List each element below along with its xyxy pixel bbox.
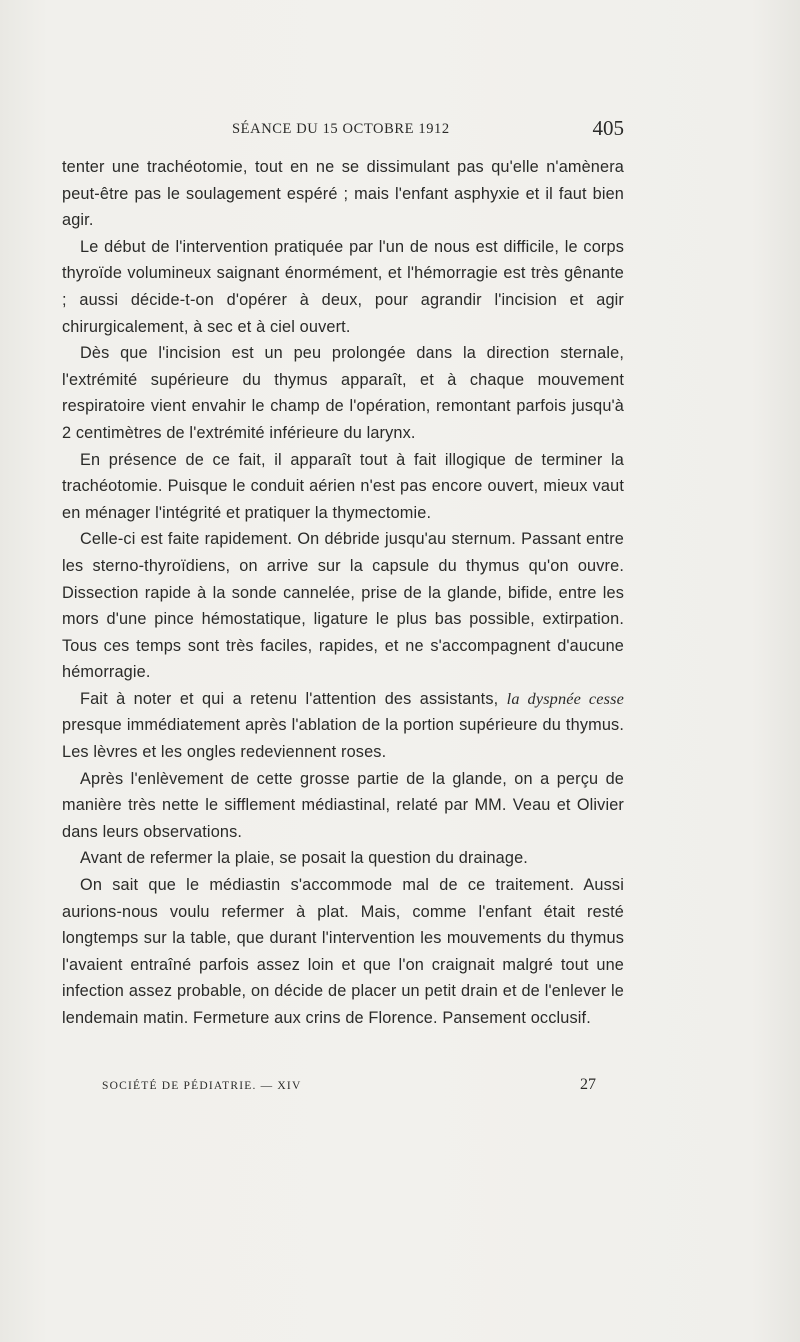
sheet-number: 27 [580,1076,596,1093]
italic-phrase: la dyspnée cesse [506,688,625,708]
paragraph: tenter une trachéotomie, tout en ne se dissimulant pas qu'elle n'amènera peut-être pas le soulagement espéré ; mais l'enfant asphyxie et il faut bien agir. [62,158,624,230]
paragraph: Avant de refermer la plaie, se posait la question du drainage. [80,849,528,868]
paragraph: Celle-ci est faite rapidement. On débride jusqu'au sternum. Passant entre les sterno-thyroïdiens, on arrive sur la capsule du thymus qu'on ouvre. Dissection rapide à la sonde cannelée, prise de la glande, bifide, entre les mors d'une pince hémostatique, ligature le plus bas possible, extirpation. Tous ces temps sont très faciles, rapides, et ne s'accompagnent d'aucune hémorragie. [62,530,624,682]
paragraph: Après l'enlèvement de cette grosse partie de la glande, on a perçu de manière très nette le sifflement médiastinal, relaté par MM. Veau et Olivier dans leurs observations. [62,769,624,841]
page-footer [62,1076,624,1100]
paragraph: Dès que l'incision est un peu prolongée dans la direction sternale, l'extrémité supérieure du thymus apparaît, et à chaque mouvement respiratoire vient envahir le champ de l'opération, remontant parfois jusqu'à 2 centimètres de l'extrémité inférieure du larynx. [62,344,624,442]
page-number: 405 [592,116,624,140]
paragraph: Le début de l'intervention pratiquée par l'un de nous est difficile, le corps thyroïde volumineux saignant énormément, et l'hémorragie est très gênante ; aussi décide-t-on d'opérer à deux, pour agrandir l'incision et agir chirurgicalement, à sec et à ciel ouvert. [62,237,624,336]
text-run: presque immédiatement après l'ablation de la portion supérieure du thymus. Les lèvres et les ongles redeviennent roses. [62,716,624,762]
signature-mark: SOCIÉTÉ DE PÉDIATRIE. — XIV [102,1080,302,1092]
running-head: SÉANCE DU 15 OCTOBRE 1912 [232,121,450,137]
body-text [62,154,624,1032]
text-run: Fait à noter et qui a retenu l'attention des assistants, [80,689,507,708]
page-header [62,116,624,146]
paragraph-dyspnee [62,686,624,766]
paragraph: En présence de ce fait, il apparaît tout à fait illogique de terminer la trachéotomie. Puisque le conduit aérien n'est pas encore ouvert, mieux vaut en ménager l'intégrité et pratiquer la thymectomie. [62,450,624,522]
paragraph: On sait que le médiastin s'accommode mal de ce traitement. Aussi aurions-nous voulu refermer à plat. Mais, comme l'enfant était resté longtemps sur la table, que durant l'intervention les mouvements du thymus l'avaient entraîné parfois assez loin et que l'on craignait malgré tout une infection assez probable, on décide de placer un petit drain et de l'enlever le lendemain matin. Fermeture aux crins de Florence. Pansement occlusif. [62,876,624,1027]
